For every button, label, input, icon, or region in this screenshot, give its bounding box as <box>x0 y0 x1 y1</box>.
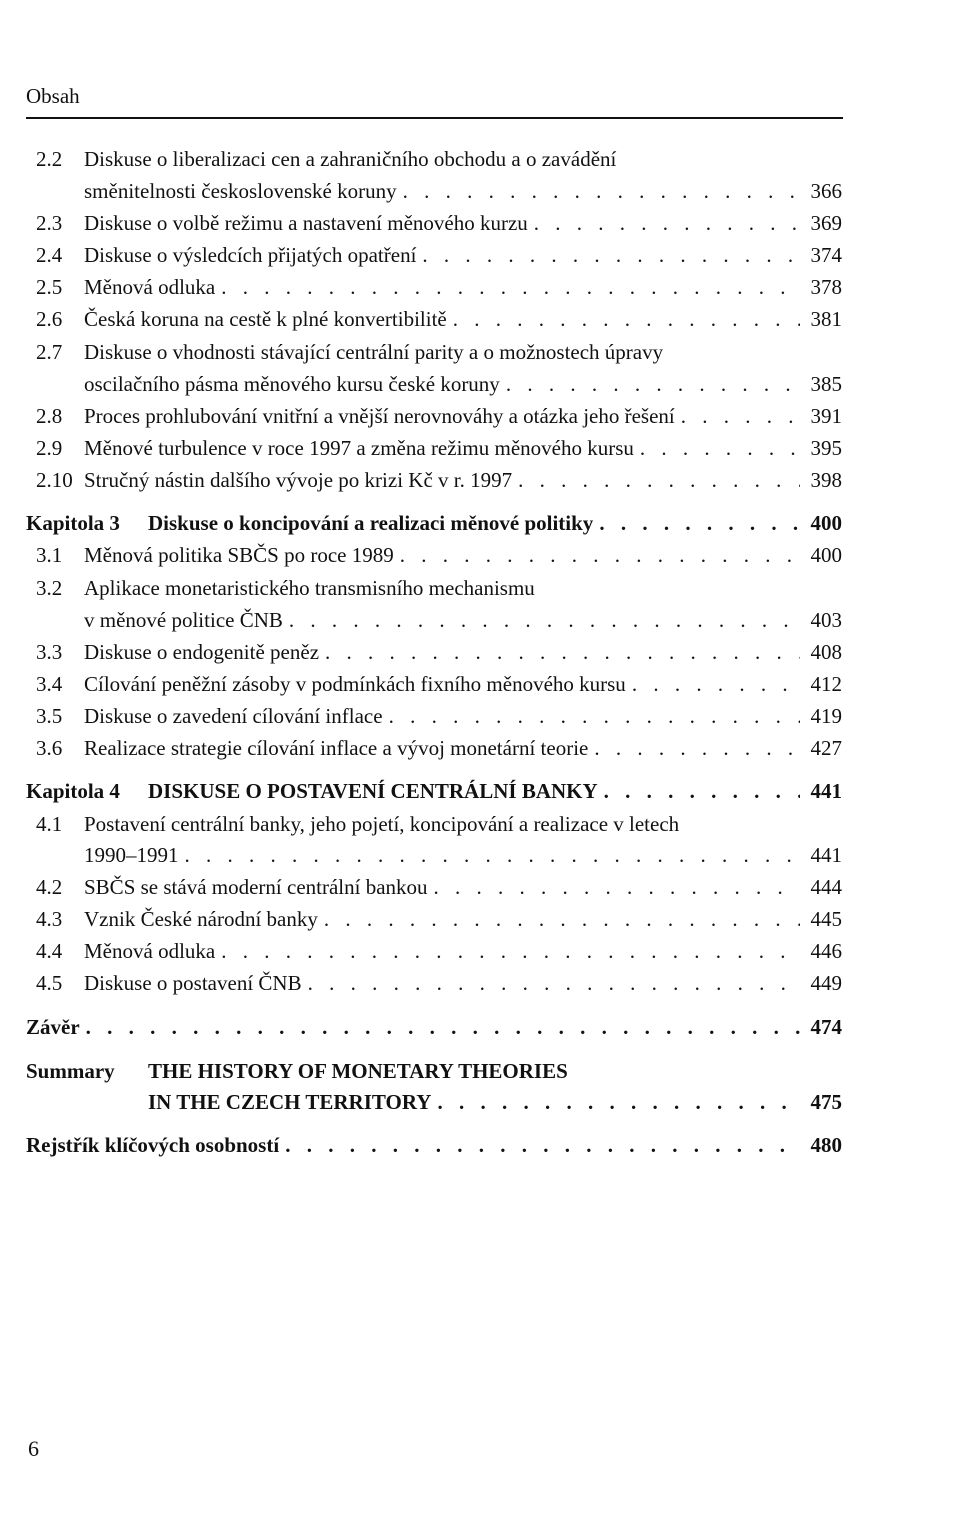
toc-entry-2-4-page: 374 <box>810 243 842 267</box>
toc-entry-2-3-title: Diskuse o volbě režimu a nastavení měnového kurzu <box>84 211 528 235</box>
toc-entry-3-2[interactable] <box>84 606 842 634</box>
toc-entry-2-6-page: 381 <box>810 307 842 331</box>
toc-entry-4-1-page: 441 <box>810 843 842 867</box>
toc-entry-4-1-title: 1990–1991 <box>84 843 179 867</box>
toc-chapter-3-label: Kapitola 3 <box>26 511 120 535</box>
leader-dots <box>437 1088 800 1116</box>
leader-dots <box>221 937 800 965</box>
toc-entry-4-3[interactable] <box>36 905 842 933</box>
toc-entry-2-6-number: 2.6 <box>36 307 63 331</box>
page-number: 6 <box>28 1436 39 1461</box>
toc-chapter-3-title: Diskuse o koncipování a realizaci měnové politiky <box>148 511 594 535</box>
toc-entry-3-5-title: Diskuse o zavedení cílování inflace <box>84 704 383 728</box>
toc-entry-2-7[interactable] <box>84 370 842 398</box>
leader-dots <box>518 466 800 494</box>
toc-entry-2-7-number: 2.7 <box>36 340 63 364</box>
toc-entry-4-1-number: 4.1 <box>36 812 63 836</box>
toc-entry-4-3-title: Vznik České národní banky <box>84 907 318 931</box>
toc-entry-2-2-number: 2.2 <box>36 147 63 171</box>
toc-entry-3-2-title: v měnové politice ČNB <box>84 608 283 632</box>
leader-dots <box>640 434 800 462</box>
toc-entry-4-2-number: 4.2 <box>36 875 63 899</box>
toc-entry-2-7-line1: Diskuse o vhodnosti stávající centrální parity a o možnostech úpravy <box>84 340 664 364</box>
toc-entry-2-4[interactable] <box>36 241 842 269</box>
toc-entry-2-5-number: 2.5 <box>36 275 63 299</box>
leader-dots <box>422 241 800 269</box>
leader-dots <box>400 541 800 569</box>
toc-entry-2-2-title: směnitelnosti československé koruny <box>84 179 397 203</box>
toc-entry-2-6[interactable] <box>36 305 842 333</box>
toc-entry-4-5-number: 4.5 <box>36 971 63 995</box>
toc-chapter-3[interactable] <box>26 509 842 537</box>
toc-summary-title: IN THE CZECH TERRITORY <box>148 1090 432 1114</box>
toc-entry-2-9-page: 395 <box>810 436 842 460</box>
leader-dots <box>325 638 800 666</box>
toc-entry-3-4[interactable] <box>36 670 842 698</box>
toc-index-title: Rejstřík klíčových osobností <box>26 1133 280 1157</box>
leader-dots <box>534 209 800 237</box>
toc-entry-3-1-title: Měnová politika SBČS po roce 1989 <box>84 543 394 567</box>
toc-entry-4-5-title: Diskuse o postavení ČNB <box>84 971 302 995</box>
toc-entry-2-8-number: 2.8 <box>36 404 63 428</box>
toc-entry-4-1[interactable] <box>84 841 842 869</box>
toc-entry-2-10-title: Stručný nástin dalšího vývoje po krizi Kč v r. 1997 <box>84 468 513 492</box>
toc-entry-4-3-page: 445 <box>810 907 842 931</box>
toc-entry-2-8-title: Proces prohlubování vnitřní a vnější nerovnováhy a otázka jeho řešení <box>84 404 675 428</box>
toc-entry-3-3-number: 3.3 <box>36 640 63 664</box>
leader-dots <box>403 177 800 205</box>
toc-entry-2-10[interactable] <box>36 466 842 494</box>
toc-entry-2-8[interactable] <box>36 402 842 430</box>
toc-entry-3-5-number: 3.5 <box>36 704 63 728</box>
toc-entry-3-3-page: 408 <box>810 640 842 664</box>
toc-entry-2-4-number: 2.4 <box>36 243 63 267</box>
toc-entry-4-5-page: 449 <box>810 971 842 995</box>
toc-conclusion[interactable] <box>26 1013 842 1041</box>
toc-entry-3-5[interactable] <box>36 702 842 730</box>
toc-entry-4-2[interactable] <box>36 873 842 901</box>
toc-entry-4-5[interactable] <box>36 969 842 997</box>
toc-entry-2-5[interactable] <box>36 273 842 301</box>
toc-entry-4-2-page: 444 <box>810 875 842 899</box>
toc-entry-2-8-page: 391 <box>810 404 842 428</box>
toc-entry-3-6-page: 427 <box>810 736 842 760</box>
header-rule <box>26 117 843 119</box>
toc-entry-3-5-page: 419 <box>810 704 842 728</box>
leader-dots <box>308 969 800 997</box>
toc-entry-2-2-page: 366 <box>810 179 842 203</box>
toc-entry-2-2[interactable] <box>84 177 842 205</box>
toc-entry-4-4[interactable] <box>36 937 842 965</box>
leader-dots <box>681 402 800 430</box>
toc-entry-4-3-number: 4.3 <box>36 907 63 931</box>
page-header-title: Obsah <box>26 84 80 108</box>
toc-entry-4-2-title: SBČS se stává moderní centrální bankou <box>84 875 428 899</box>
toc-entry-4-1-line1: Postavení centrální banky, jeho pojetí, koncipování a realizace v letech <box>84 812 680 836</box>
toc-chapter-4[interactable] <box>26 777 842 805</box>
toc-chapter-4-page: 441 <box>810 779 842 803</box>
toc-entry-2-10-page: 398 <box>810 468 842 492</box>
toc-entry-2-3-number: 2.3 <box>36 211 63 235</box>
toc-entry-2-7-page: 385 <box>810 372 842 396</box>
toc-entry-3-1-page: 400 <box>810 543 842 567</box>
leader-dots <box>506 370 800 398</box>
toc-summary-page: 475 <box>810 1090 842 1114</box>
toc-entry-3-4-page: 412 <box>810 672 842 696</box>
toc-entry-2-9[interactable] <box>36 434 842 462</box>
toc-entry-2-9-title: Měnové turbulence v roce 1997 a změna režimu měnového kursu <box>84 436 634 460</box>
toc-entry-2-4-title: Diskuse o výsledcích přijatých opatření <box>84 243 417 267</box>
leader-dots <box>285 1131 800 1159</box>
leader-dots <box>185 841 801 869</box>
toc-entry-2-6-title: Česká koruna na cestě k plné konvertibilitě <box>84 307 447 331</box>
leader-dots <box>594 734 800 762</box>
leader-dots <box>289 606 800 634</box>
toc-conclusion-title: Závěr <box>26 1015 80 1039</box>
toc-index-page: 480 <box>810 1133 842 1157</box>
toc-entry-4-4-title: Měnová odluka <box>84 939 216 963</box>
toc-entry-4-4-number: 4.4 <box>36 939 63 963</box>
toc-entry-2-5-page: 378 <box>810 275 842 299</box>
toc-chapter-4-title: DISKUSE O POSTAVENÍ CENTRÁLNÍ BANKY <box>148 779 598 803</box>
toc-chapter-3-page: 400 <box>810 511 842 535</box>
toc-conclusion-page: 474 <box>810 1015 842 1039</box>
toc-entry-3-1-number: 3.1 <box>36 543 63 567</box>
toc-entry-2-5-title: Měnová odluka <box>84 275 216 299</box>
toc-entry-2-10-number: 2.10 <box>36 468 73 492</box>
leader-dots <box>599 509 800 537</box>
toc-entry-3-2-page: 403 <box>810 608 842 632</box>
toc-entry-2-3[interactable] <box>36 209 842 237</box>
toc-entry-2-3-page: 369 <box>810 211 842 235</box>
toc-summary[interactable] <box>148 1088 842 1116</box>
toc-entry-3-2-line1: Aplikace monetaristického transmisního mechanismu <box>84 576 535 600</box>
leader-dots <box>632 670 800 698</box>
toc-chapter-4-label: Kapitola 4 <box>26 779 120 803</box>
toc-entry-3-1[interactable] <box>36 541 842 569</box>
toc-index[interactable] <box>26 1131 842 1159</box>
toc-entry-3-3[interactable] <box>36 638 842 666</box>
toc-entry-3-4-title: Cílování peněžní zásoby v podmínkách fixního měnového kursu <box>84 672 626 696</box>
toc-entry-3-6-number: 3.6 <box>36 736 63 760</box>
leader-dots <box>389 702 800 730</box>
toc-entry-3-2-number: 3.2 <box>36 576 63 600</box>
leader-dots <box>604 777 800 805</box>
toc-entry-3-6-title: Realizace strategie cílování inflace a vývoj monetární teorie <box>84 736 589 760</box>
toc-summary-label: Summary <box>26 1059 115 1083</box>
toc-entry-3-4-number: 3.4 <box>36 672 63 696</box>
toc-entry-3-6[interactable] <box>36 734 842 762</box>
leader-dots <box>221 273 800 301</box>
toc-entry-4-4-page: 446 <box>810 939 842 963</box>
leader-dots <box>453 305 800 333</box>
toc-entry-2-9-number: 2.9 <box>36 436 63 460</box>
toc-entry-2-2-line1: Diskuse o liberalizaci cen a zahraničního obchodu a o zavádění <box>84 147 617 171</box>
leader-dots <box>86 1013 800 1041</box>
toc-summary-line1: THE HISTORY OF MONETARY THEORIES <box>148 1059 568 1083</box>
toc-entry-2-7-title: oscilačního pásma měnového kursu české koruny <box>84 372 500 396</box>
toc-entry-3-3-title: Diskuse o endogenitě peněz <box>84 640 320 664</box>
leader-dots <box>324 905 800 933</box>
leader-dots <box>434 873 800 901</box>
